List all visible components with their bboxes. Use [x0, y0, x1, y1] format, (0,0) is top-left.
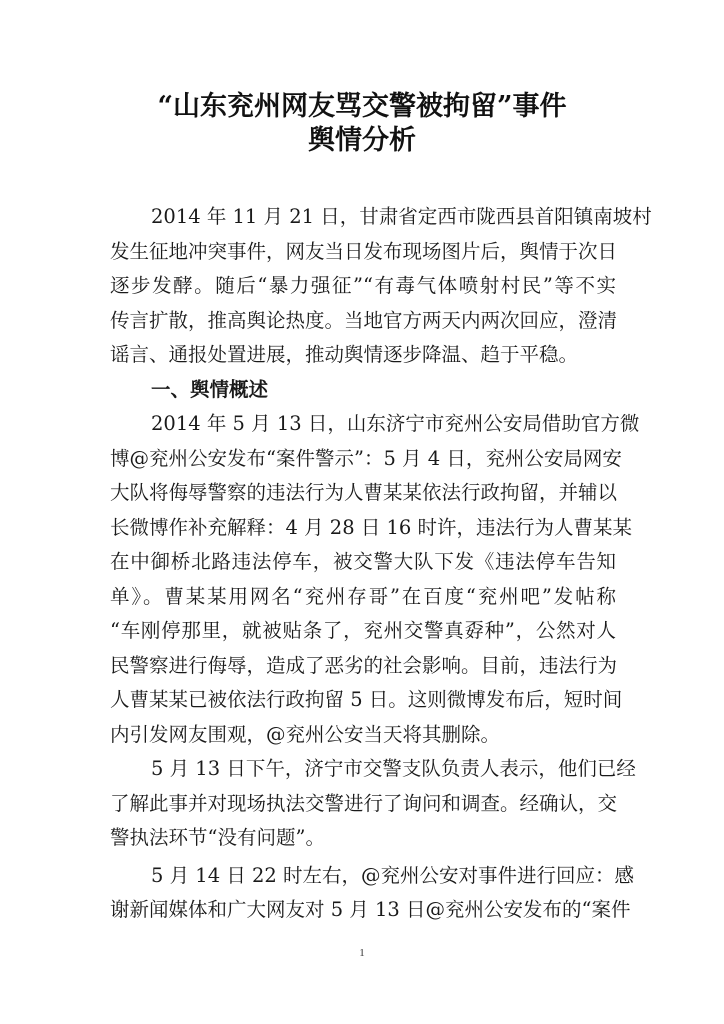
text-line: 5 月 14 日 22 时左右，@兖州公安对事件进行回应：感 — [151, 863, 635, 887]
text-line: 2014 年 11 月 21 日，甘肃省定西市陇西县首阳镇南坡村 — [151, 205, 652, 228]
text-line: 人曹某某已被依法行政拘留 5 日。这则微博发布后，短时间 — [110, 688, 623, 711]
text-line: 警执法环节“没有问题”。 — [110, 826, 325, 849]
text-line: 内引发网友围观，@兖州公安当天将其删除。 — [110, 722, 501, 746]
text-line: 谣言、通报处置进展，推动舆情逐步降温、趋于平稳。 — [110, 343, 579, 366]
text-line: “车刚停那里，就被贴条了，兖州交警真孬种”，公然对人 — [110, 619, 616, 642]
paragraph-1 — [110, 407, 640, 752]
text-line: 5 月 13 日下午，济宁市交警支队负责人表示，他们已经 — [151, 757, 636, 780]
text-line: 大队将侮辱警察的违法行为人曹某某依法行政拘留，并辅以 — [110, 481, 618, 504]
text-line: 单》。曹某某用网名“兖州存哥”在百度“兖州吧”发帖称 — [110, 584, 616, 608]
text-line: 发生征地冲突事件，网友当日发布现场图片后，舆情于次日 — [110, 239, 618, 263]
text-line: 长微博作补充解释：4 月 28 日 16 时许，违法行为人曹某某 — [110, 515, 633, 539]
text-line: 2014 年 5 月 13 日，山东济宁市兖州公安局借助官方微 — [151, 412, 640, 435]
intro-paragraph — [110, 200, 652, 373]
section-heading: 一、舆情概述 — [151, 377, 269, 401]
text-line: 博@兖州公安发布“案件警示”：5 月 4 日，兖州公安局网安 — [110, 446, 622, 470]
page-number: 1 — [359, 947, 365, 959]
document-body — [110, 200, 652, 928]
text-line: 民警察进行侮辱，造成了恶劣的社会影响。目前，违法行为 — [110, 653, 618, 677]
text-line: 了解此事并对现场执法交警进行了询问和调查。经确认，交 — [110, 791, 618, 815]
text-line: 传言扩散，推高舆论热度。当地官方两天内两次回应，澄清 — [110, 308, 618, 332]
document-title-line-2: 舆情分析 — [308, 125, 416, 156]
paragraph-2 — [110, 752, 636, 856]
paragraph-3 — [110, 859, 635, 928]
document-title-line-1: “山东兖州网友骂交警被拘留”事件 — [157, 91, 567, 122]
text-line: 在中御桥北路违法停车，被交警大队下发《违法停车告知 — [110, 550, 616, 573]
text-line: 逐步发酵。随后“暴力强征”“有毒气体喷射村民”等不实 — [110, 274, 616, 297]
text-line: 谢新闻媒体和广大网友对 5 月 13 日@兖州公安发布的“案件 — [110, 898, 631, 921]
